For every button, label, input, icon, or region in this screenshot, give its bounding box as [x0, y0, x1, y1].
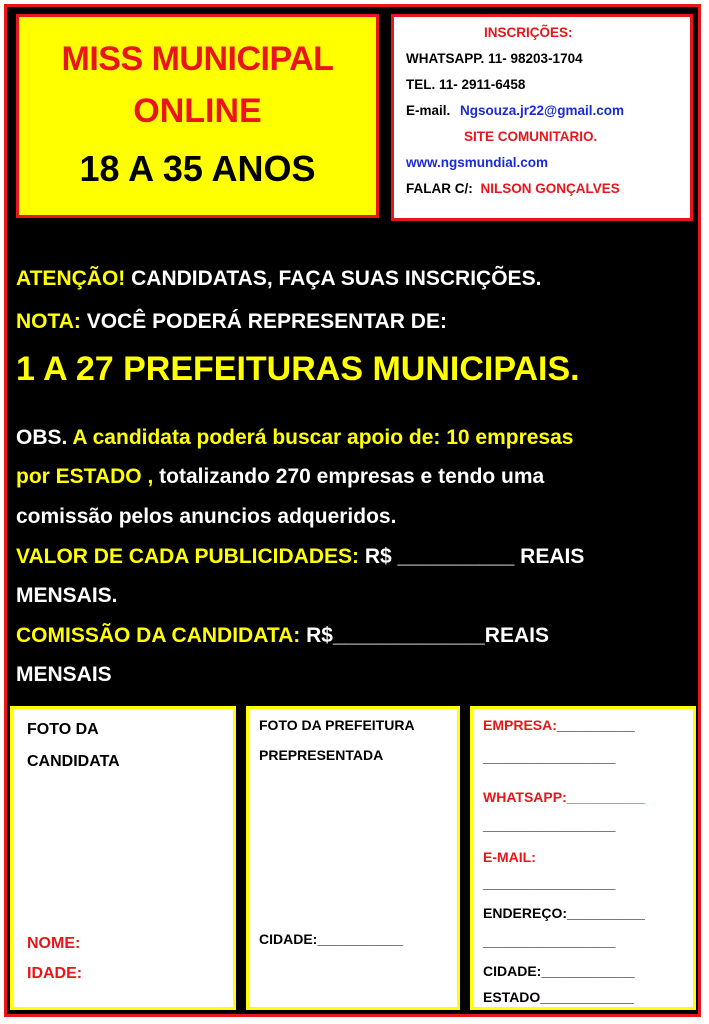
prefeitura-photo-line-2: PREPRESENTADA	[259, 747, 384, 763]
info-whatsapp: WHATSAPP. 11- 98203-1704	[406, 51, 583, 66]
notice-obs-1	[16, 426, 573, 450]
nome-field: NOME:	[27, 935, 81, 952]
estado-field: ESTADO____________	[483, 989, 634, 1005]
obs-text-2a: por ESTADO ,	[16, 465, 154, 488]
info-contact-name: NILSON GONÇALVES	[480, 181, 620, 196]
comissao-label: COMISSÃO DA CANDIDATA:	[16, 624, 301, 647]
notice-comissao	[16, 624, 549, 648]
card-prefeitura-photo	[246, 706, 460, 1010]
candidate-photo-line-2: CANDIDATA	[27, 753, 120, 770]
info-heading: INSCRIÇÕES:	[484, 25, 573, 40]
valor-label: VALOR DE CADA PUBLICIDADES:	[16, 545, 360, 568]
whatsapp-field: WHATSAPP:__________	[483, 789, 645, 805]
comissao-text-2: MENSAIS	[16, 663, 112, 686]
email-field: E-MAIL:	[483, 849, 536, 865]
cidade-field: CIDADE:____________	[483, 963, 635, 979]
empresa-field	[483, 717, 635, 733]
obs-text-1: A candidata poderá buscar apoio de: 10 empresas	[72, 426, 574, 449]
empresa-blank: __________	[556, 717, 635, 733]
notice-valor	[16, 545, 584, 569]
title-box	[16, 14, 379, 218]
atencao-label: ATENÇÃO!	[16, 267, 126, 290]
empresa-label: EMPRESA:	[483, 717, 557, 733]
endereco-field: ENDEREÇO:__________	[483, 905, 645, 921]
info-box	[391, 14, 693, 221]
info-email-link[interactable]: Ngsouza.jr22@gmail.com	[460, 103, 624, 118]
obs-label: OBS.	[16, 426, 68, 449]
notice-big: 1 A 27 PREFEITURAS MUNICIPAIS.	[16, 350, 580, 388]
empresa-line-d: _________________	[483, 933, 616, 949]
valor-text: R$ __________ REAIS	[364, 545, 585, 568]
comissao-text: R$_____________REAIS	[306, 624, 549, 647]
obs-text-2b: totalizando 270 empresas e tendo uma	[159, 465, 545, 488]
candidate-photo-line-1: FOTO DA	[27, 721, 99, 738]
nota-label: NOTA:	[16, 310, 81, 333]
info-site-link[interactable]: www.ngsmundial.com	[406, 155, 549, 170]
title-line-3: 18 A 35 ANOS	[79, 148, 316, 189]
atencao-text: CANDIDATAS, FAÇA SUAS INSCRIÇÕES.	[131, 267, 542, 290]
empresa-line-b: _________________	[483, 817, 616, 833]
card-empresa	[470, 706, 696, 1010]
valor-text-2: MENSAIS.	[16, 584, 118, 607]
prefeitura-cidade-field: CIDADE:___________	[259, 931, 403, 947]
obs-text-3: comissão pelos anuncios adqueridos.	[16, 505, 397, 528]
notice-obs-2	[16, 465, 544, 489]
empresa-line-c: _________________	[483, 875, 616, 891]
notice-atencao	[16, 267, 541, 291]
idade-field: IDADE:	[27, 965, 83, 982]
title-line-2: ONLINE	[133, 92, 262, 130]
info-site-label: SITE COMUNITARIO.	[464, 129, 598, 144]
title-line-1: MISS MUNICIPAL	[61, 40, 334, 78]
prefeitura-photo-line-1: FOTO DA PREFEITURA	[259, 717, 415, 733]
info-email-label: E-mail.	[406, 103, 451, 118]
info-tel: TEL. 11- 2911-6458	[406, 77, 526, 92]
nota-text: VOCÊ PODERÁ REPRESENTAR DE:	[86, 310, 447, 333]
card-candidate-photo	[10, 706, 236, 1010]
empresa-line-a: _________________	[483, 749, 616, 765]
info-contact-label: FALAR C/:	[406, 181, 473, 196]
notice-nota	[16, 310, 447, 334]
